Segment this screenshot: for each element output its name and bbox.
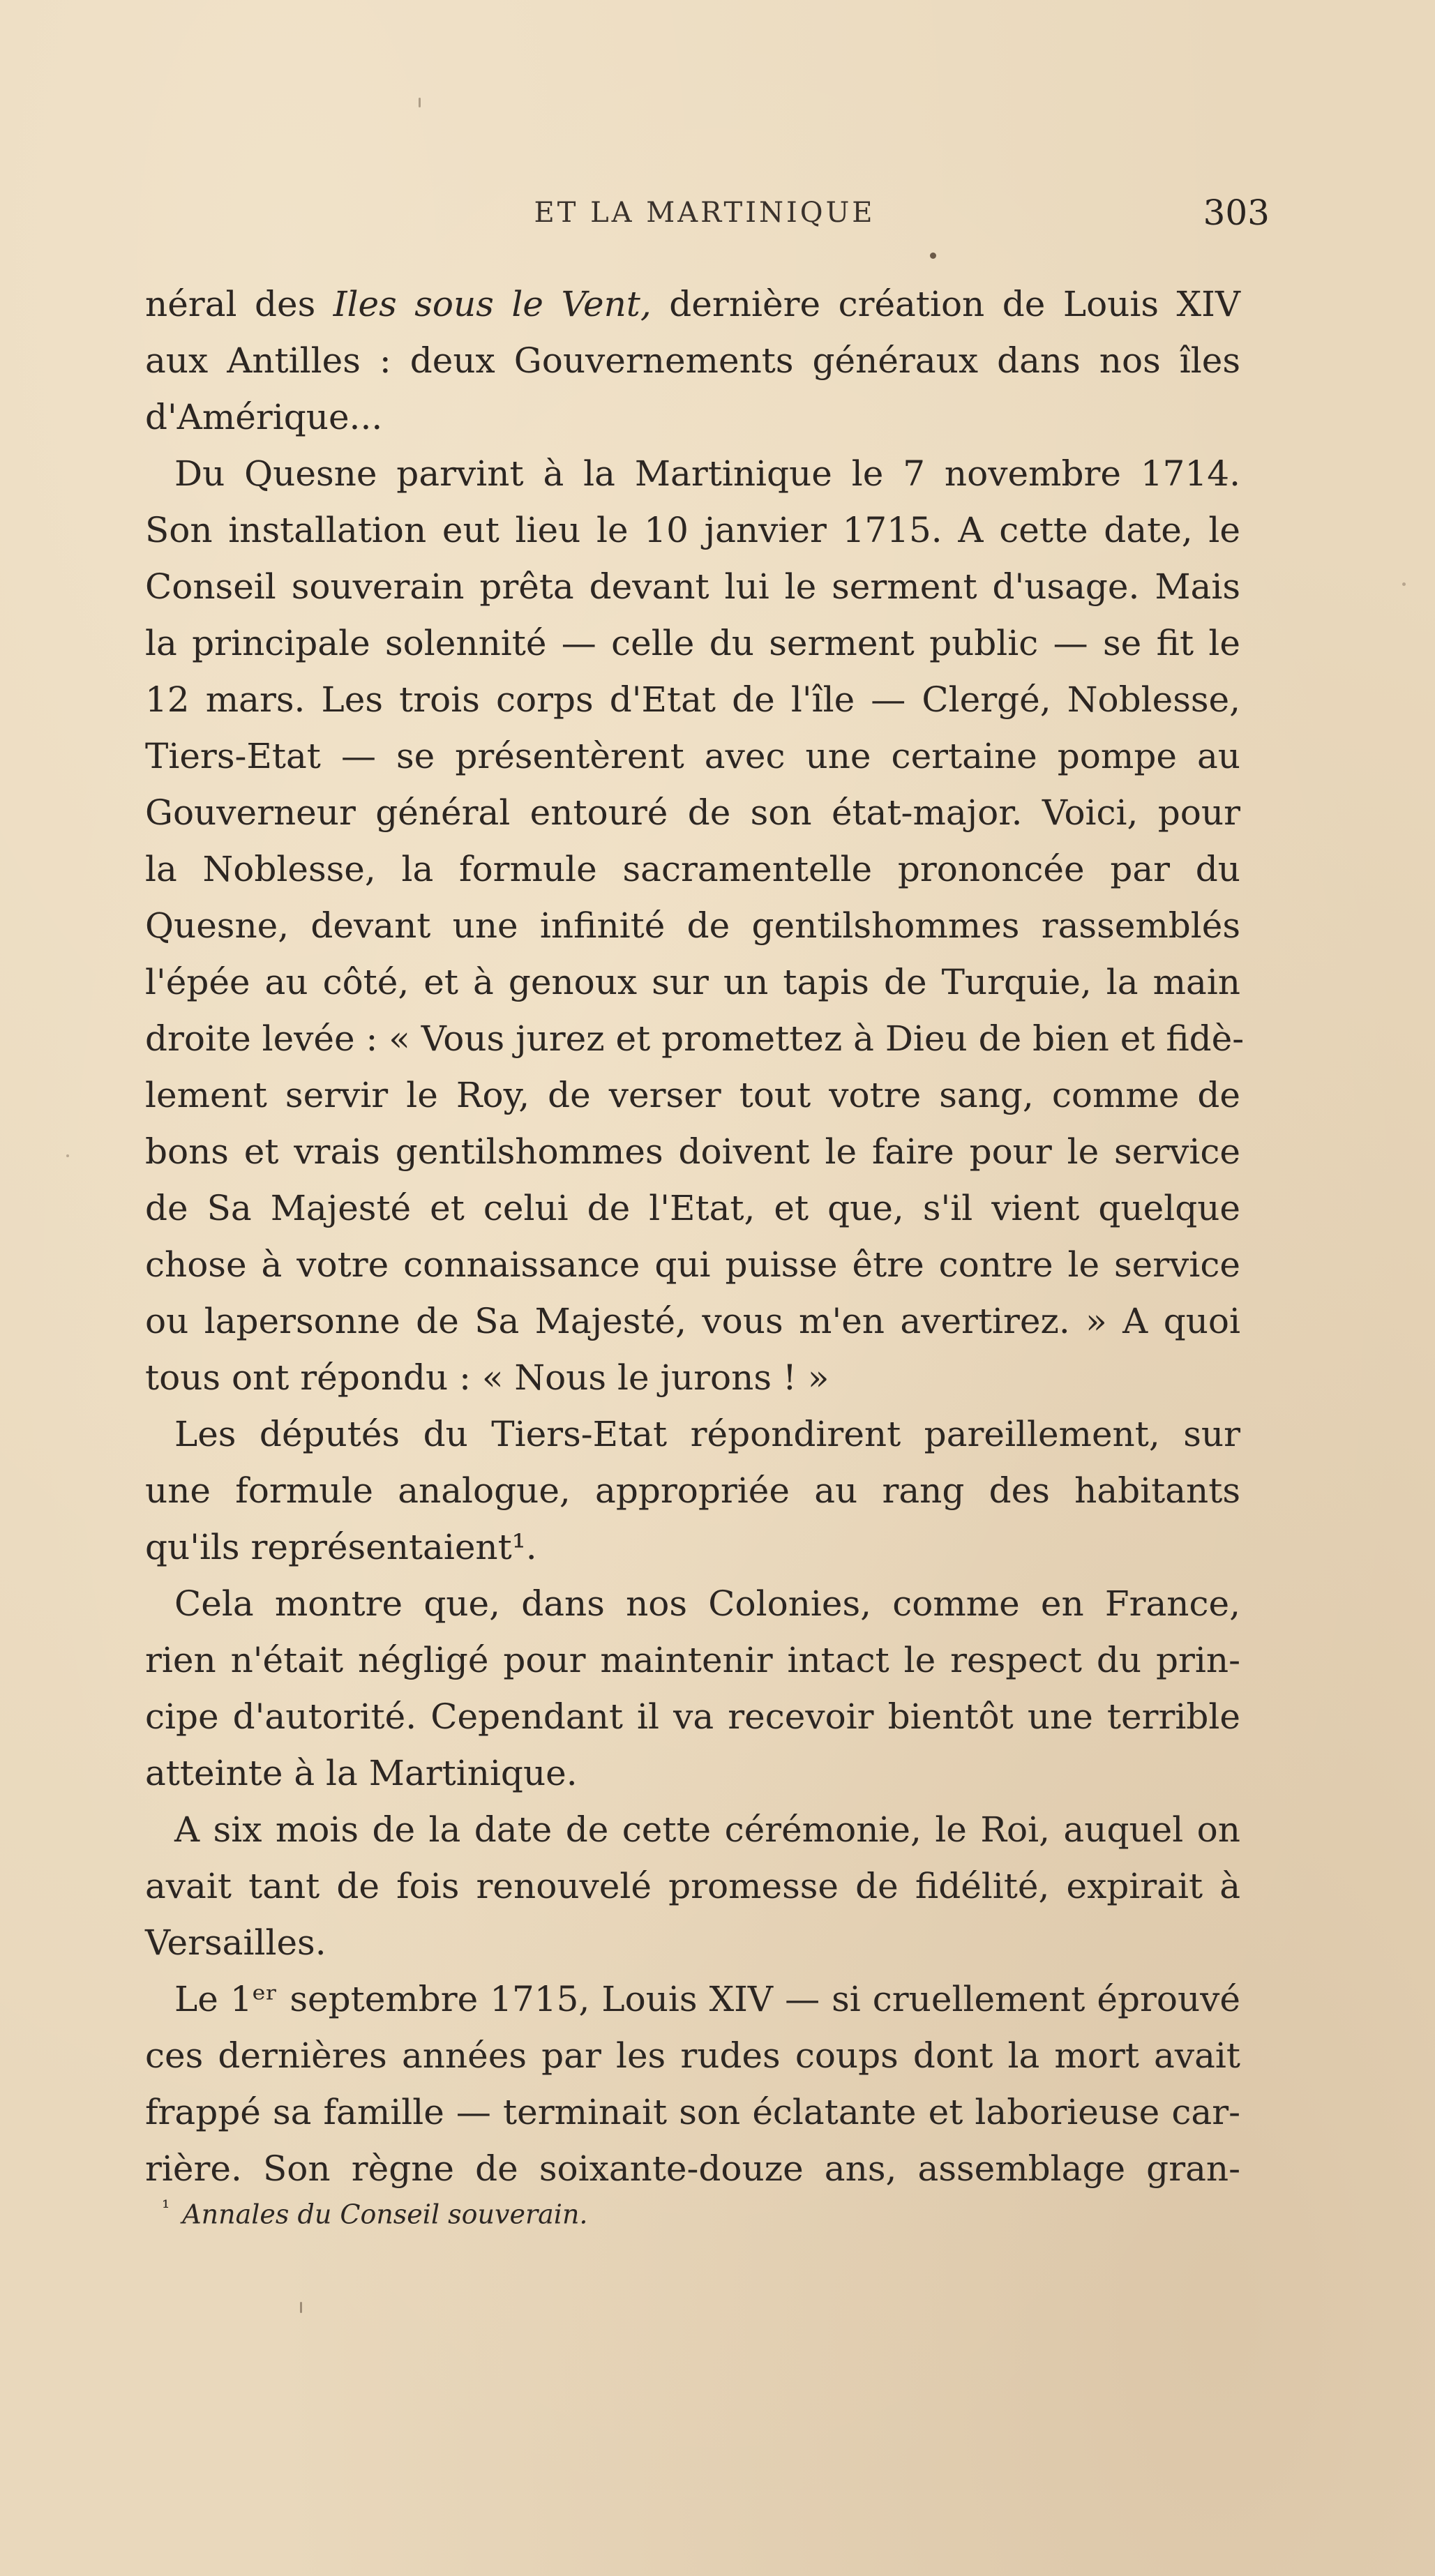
text-line: tous ont répondu : « Nous le jurons ! »	[145, 1357, 829, 1398]
text-line: Le 1ᵉʳ septembre 1715, Louis XIV — si cruellement éprouvé	[174, 1979, 1240, 2019]
text-line: A six mois de la date de cette cérémonie, le Roi, auquel on	[174, 1809, 1240, 1850]
text-line: ces dernières années par les rudes coups dont la mort avait	[145, 2035, 1240, 2076]
text-line: bons et vrais gentilshommes doivent le faire pour le service	[145, 1131, 1240, 1172]
text-line: Gouverneur général entouré de son état-major. Voici, pour	[145, 792, 1240, 833]
body-text	[145, 276, 1245, 2197]
footnote	[162, 2196, 588, 2230]
text-line	[145, 276, 1240, 333]
text-line: frappé sa famille — terminait son éclatante et laborieuse car-	[145, 2092, 1240, 2132]
footnote-text: Annales du Conseil souverain.	[182, 2199, 588, 2230]
text-line: Versailles.	[145, 1922, 326, 1963]
text-line: Quesne, devant une infinité de gentilshommes rassemblés	[145, 905, 1240, 946]
running-head	[140, 193, 1270, 246]
text-line: aux Antilles : deux Gouvernements généraux dans nos îles	[145, 340, 1240, 381]
text-line: avait tant de fois renouvelé promesse de fidélité, expirait à	[145, 1866, 1240, 1906]
text-line: 12 mars. Les trois corps d'Etat de l'île — Clergé, Noblesse,	[145, 679, 1240, 720]
running-title: ET LA MARTINIQUE	[534, 197, 876, 229]
text-line: Tiers-Etat — se présentèrent avec une certaine pompe au	[145, 736, 1240, 776]
text-line: Son installation eut lieu le 10 janvier 1715. A cette date, le	[145, 510, 1240, 550]
text-line: chose à votre connaissance qui puisse être contre le service	[145, 1244, 1240, 1285]
text-line: rien n'était négligé pour maintenir intact le respect du prin-	[145, 1640, 1240, 1680]
text-line: rière. Son règne de soixante-douze ans, assemblage gran-	[145, 2148, 1240, 2189]
page-number: 303	[1203, 193, 1270, 233]
text-line: cipe d'autorité. Cependant il va recevoir bientôt une terrible	[145, 1696, 1240, 1737]
paper-speck	[66, 1154, 69, 1157]
text-line: Du Quesne parvint à la Martinique le 7 novembre 1714.	[174, 453, 1240, 494]
paper-speck	[419, 98, 421, 107]
text-line: la Noblesse, la formule sacramentelle prononcée par du	[145, 849, 1240, 889]
text-line: l'épée au côté, et à genoux sur un tapis de Turquie, la main	[145, 962, 1240, 1002]
italic-title: Iles sous le Vent,	[333, 284, 652, 324]
footnote-mark: ¹	[162, 2196, 170, 2219]
text-segment: dernière création de Louis XIV	[651, 284, 1240, 324]
text-line: Les députés du Tiers-Etat répondirent pareillement, sur	[174, 1414, 1240, 1454]
text-line: de Sa Majesté et celui de l'Etat, et que, s'il vient quelque	[145, 1188, 1240, 1228]
paper-speck	[930, 253, 936, 259]
paper-speck	[1402, 582, 1406, 586]
text-line: lement servir le Roy, de verser tout votre sang, comme de	[145, 1075, 1240, 1115]
text-line: qu'ils représentaient¹.	[145, 1527, 537, 1567]
text-segment: néral des	[145, 284, 333, 324]
text-line: ou lapersonne de Sa Majesté, vous m'en avertirez. » A quoi	[145, 1301, 1240, 1341]
text-line: droite levée : « Vous jurez et promettez à Dieu de bien et fidè-	[145, 1018, 1245, 1059]
text-line: atteinte à la Martinique.	[145, 1753, 578, 1793]
text-line: Conseil souverain prêta devant lui le serment d'usage. Mais	[145, 566, 1240, 607]
text-line: Cela montre que, dans nos Colonies, comme en France,	[174, 1583, 1240, 1624]
text-line: la principale solennité — celle du serment public — se fit le	[145, 623, 1240, 663]
text-line: d'Amérique...	[145, 397, 383, 437]
text-line: une formule analogue, appropriée au rang des habitants	[145, 1470, 1240, 1511]
paper-speck	[300, 2302, 302, 2313]
